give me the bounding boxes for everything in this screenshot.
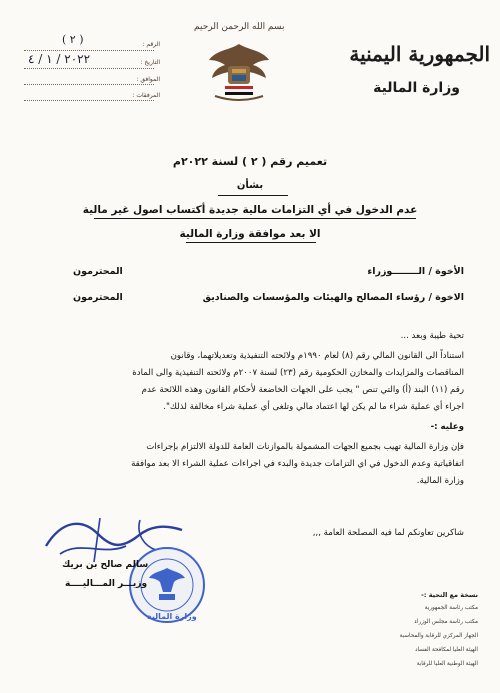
addressee-ministers: الأخوة / الــــــــوزراء (367, 266, 464, 277)
date-value: ٢٠٢٢ / ١ / ٤ (28, 52, 91, 66)
signatory-title: وزيـــر المـــاليــــة (65, 579, 148, 589)
circular-title: تعميم رقم ( ٢ ) لسنة ٢٠٢٢م (172, 155, 328, 168)
corresponding-label: الموافق : (136, 76, 160, 83)
copy-item: الهيئة العليا لمكافحة الفساد (414, 647, 478, 653)
subject-line-1: عدم الدخول في أي التزامات مالية جديدة أكتساب اصول غير مالية (82, 204, 418, 216)
therefore-label: وعليه :- (430, 422, 464, 432)
date-dotted-line (24, 68, 154, 69)
eagle-emblem (207, 38, 271, 108)
copy-item: الجهاز المركزي للرقابة والمحاسبة (399, 633, 478, 639)
copy-item: مكتب رئاسة مجلس الوزراء (414, 619, 478, 625)
regarding-underline (218, 195, 288, 196)
paragraph1-line-2: المناقصات والمزايدات والمخازن الحكومية رقم (٢٣) لسنة ٢٠٠٧م ولائحته التنفيذية والى المادة (132, 368, 464, 378)
attachments-label: المرفقات : (132, 92, 160, 99)
stamp-label: وزارة المالية (147, 612, 197, 621)
subject-line-2: الا بعد موافقة وزارة المالية (179, 228, 321, 240)
attachments-dotted-line (24, 100, 154, 101)
copies-header: نسخة مع التحية :- (421, 591, 478, 599)
republic-name: الجمهورية اليمنية (349, 42, 490, 66)
paragraph1-line-3: رقم (١١) البند (أ) والتي تنص " يجب على الجهات الخاضعة لأحكام القانون وهذه اللائحة عدم (141, 385, 464, 395)
corresponding-dotted-line (24, 84, 154, 85)
ministry-name: وزارة المالية (373, 80, 460, 96)
addressee-ministers-honorific: المحترمون (73, 266, 123, 277)
greeting: تحية طيبة وبعد ... (400, 331, 464, 341)
subject-underline-1 (94, 218, 416, 219)
signatory-name: سالم صالح بن بريك (62, 560, 149, 570)
copy-item: مكتب رئاسة الجمهورية (424, 605, 478, 611)
paragraph1-line-4: اجراء أي عملية شراء ما لم يكن لها اعتماد مالي وتلغى أي عملية شراء مخالفة لذلك". (163, 402, 464, 412)
copy-item: الهيئة الوطنية العليا للرقابة (416, 661, 478, 667)
regarding-label: بشأن (236, 180, 264, 191)
addressee-heads: الاخوة / رؤساء المصالح والهيئات والمؤسسات والصناديق (202, 292, 464, 303)
number-value: ( ٢ ) (62, 33, 84, 46)
basmala: بسم الله الرحمن الرحيم (194, 22, 285, 32)
number-dotted-line (24, 50, 154, 51)
paragraph2-line-1: فإن وزارة المالية تهيب بجميع الجهات المشمولة بالموازنات العامة للدولة الالتزام بإجراءات (146, 442, 464, 452)
addressee-heads-honorific: المحترمون (73, 292, 123, 303)
paragraph2-line-3: وزارة المالية. (416, 476, 464, 486)
paragraph1-line-1: استناداً الى القانون المالي رقم (٨) لعام ١٩٩٠م ولائحته التنفيذية وتعديلاتهما، وقانون (170, 351, 464, 361)
number-label: الرقم : (142, 41, 160, 48)
closing-line: شاكرين تعاونكم لما فيه المصلحة العامة ,,, (312, 528, 464, 538)
paragraph2-line-2: اتفاقياتية وعدم الدخول في اي التزامات جديدة والبدء في اجراءات عملية الشراء الا بعد موافقة (131, 459, 464, 469)
date-label: التاريخ : (140, 59, 160, 66)
subject-underline-2 (186, 242, 316, 243)
